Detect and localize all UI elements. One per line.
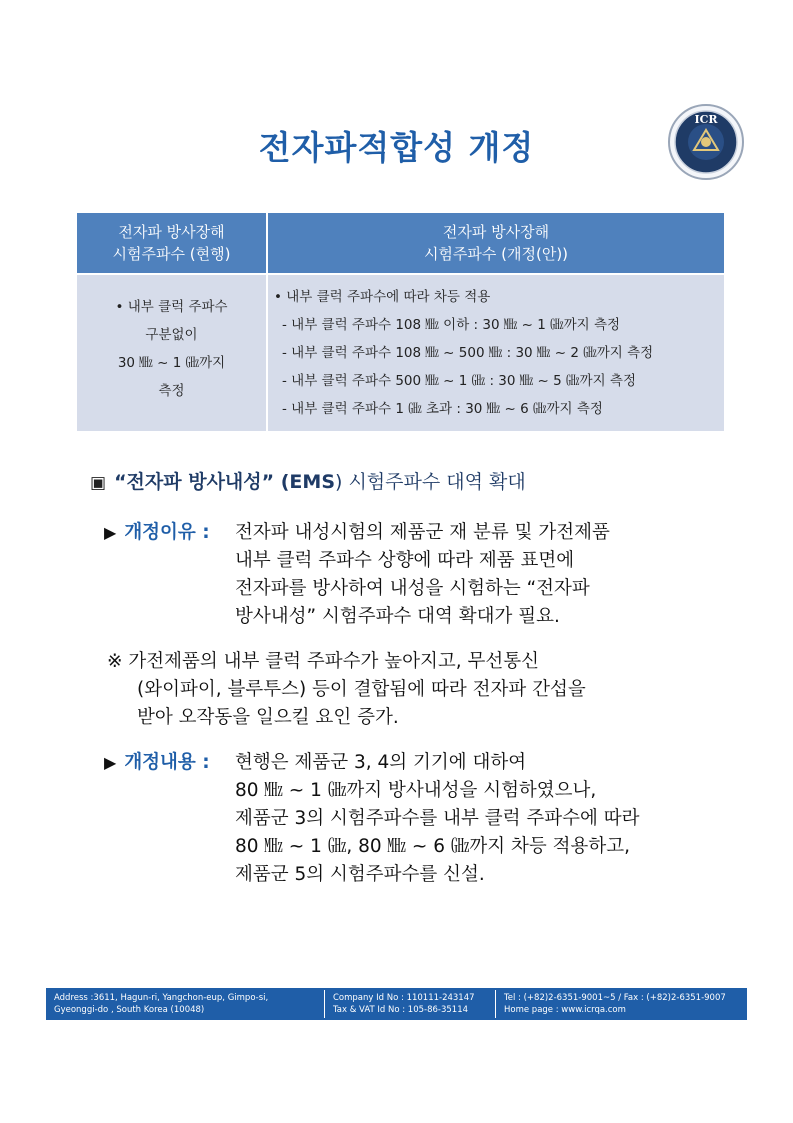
content-label: 개정내용 : xyxy=(124,752,210,773)
footer-contact: Tel : (+82)2-6351-9001~5 / Fax : (+82)2-6351-9007 Home page : www.icrqa.com xyxy=(504,993,726,1015)
section-bullet: ▣ xyxy=(90,473,107,493)
header-new: 전자파 방사장해 시험주파수 (개정(안)) xyxy=(267,213,724,274)
note-block: ※ 가전제품의 내부 클럭 주파수가 높아지고, 무선통신 (와이파이, 블루투스) 등이 결합됨에 따라 전자파 간섭을 받아 오작동을 일으킬 요인 증가. xyxy=(107,651,586,728)
reason-block xyxy=(104,519,210,547)
header-current: 전자파 방사장해 시험주파수 (현행) xyxy=(77,213,267,274)
footer-address: Address :3611, Hagun-ri, Yangchon-eup, Gimpo-si, Gyeonggi-do , South Korea (10048) xyxy=(54,993,269,1015)
reason-label: 개정이유 : xyxy=(124,522,210,543)
current-cell: • 내부 클럭 주파수 구분없이 30 ㎒ ~ 1 ㎓까지 측정 xyxy=(77,274,267,431)
footer-divider xyxy=(324,990,325,1018)
table-header-row xyxy=(77,213,724,274)
new-cell: • 내부 클럭 주파수에 따라 차등 적용 - 내부 클럭 주파수 108 ㎒ 이하 : 30 ㎒ ~ 1 ㎓까지 측정 - 내부 클럭 주파수 108 ㎒ ~ 500 ㎒ : 30 ㎒ ~ 2 ㎓까지 측정 - 내부 클럭 주파수 500 ㎒ ~ 1 ㎓ : 30 ㎒ ~ 5 ㎓까지 측정 - 내부 클럭 주파수 1 ㎓ 초과 : 30 ㎒ ~ 6 ㎓까지 측정 xyxy=(267,274,724,431)
footer-company: Company Id No : 110111-243147 Tax & VAT Id No : 105-86-35114 xyxy=(333,993,475,1015)
page-title: 전자파적합성 개정 xyxy=(258,128,535,167)
logo-text: ICR xyxy=(694,113,718,126)
comparison-table xyxy=(77,213,724,431)
footer-bar xyxy=(46,988,747,1020)
section-heading: ▣ “전자파 방사내성” (EMS) 시험주파수 대역 확대 xyxy=(90,471,526,493)
arrow-marker-icon: ▶ xyxy=(104,753,117,772)
icr-logo xyxy=(667,103,745,181)
arrow-marker-icon: ▶ xyxy=(104,523,117,542)
table-row xyxy=(77,274,724,431)
content-block xyxy=(104,749,210,777)
footer-divider xyxy=(495,990,496,1018)
content-text: 현행은 제품군 3, 4의 기기에 대하여 80 ㎒ ~ 1 ㎓까지 방사내성을 시험하였으나, 제품군 3의 시험주파수를 내부 클럭 주파수에 따라 80 ㎒ ~ 1 ㎓, 80 ㎒ ~ 6 ㎓까지 차등 적용하고, 제품군 5의 시험주파수를 신설. xyxy=(235,752,640,885)
reason-text: 전자파 내성시험의 제품군 재 분류 및 가전제품 내부 클럭 주파수 상향에 따라 제품 표면에 전자파를 방사하여 내성을 시험하는 “전자파 방사내성” 시험주파수 대역 확대가 필요. xyxy=(235,522,610,627)
